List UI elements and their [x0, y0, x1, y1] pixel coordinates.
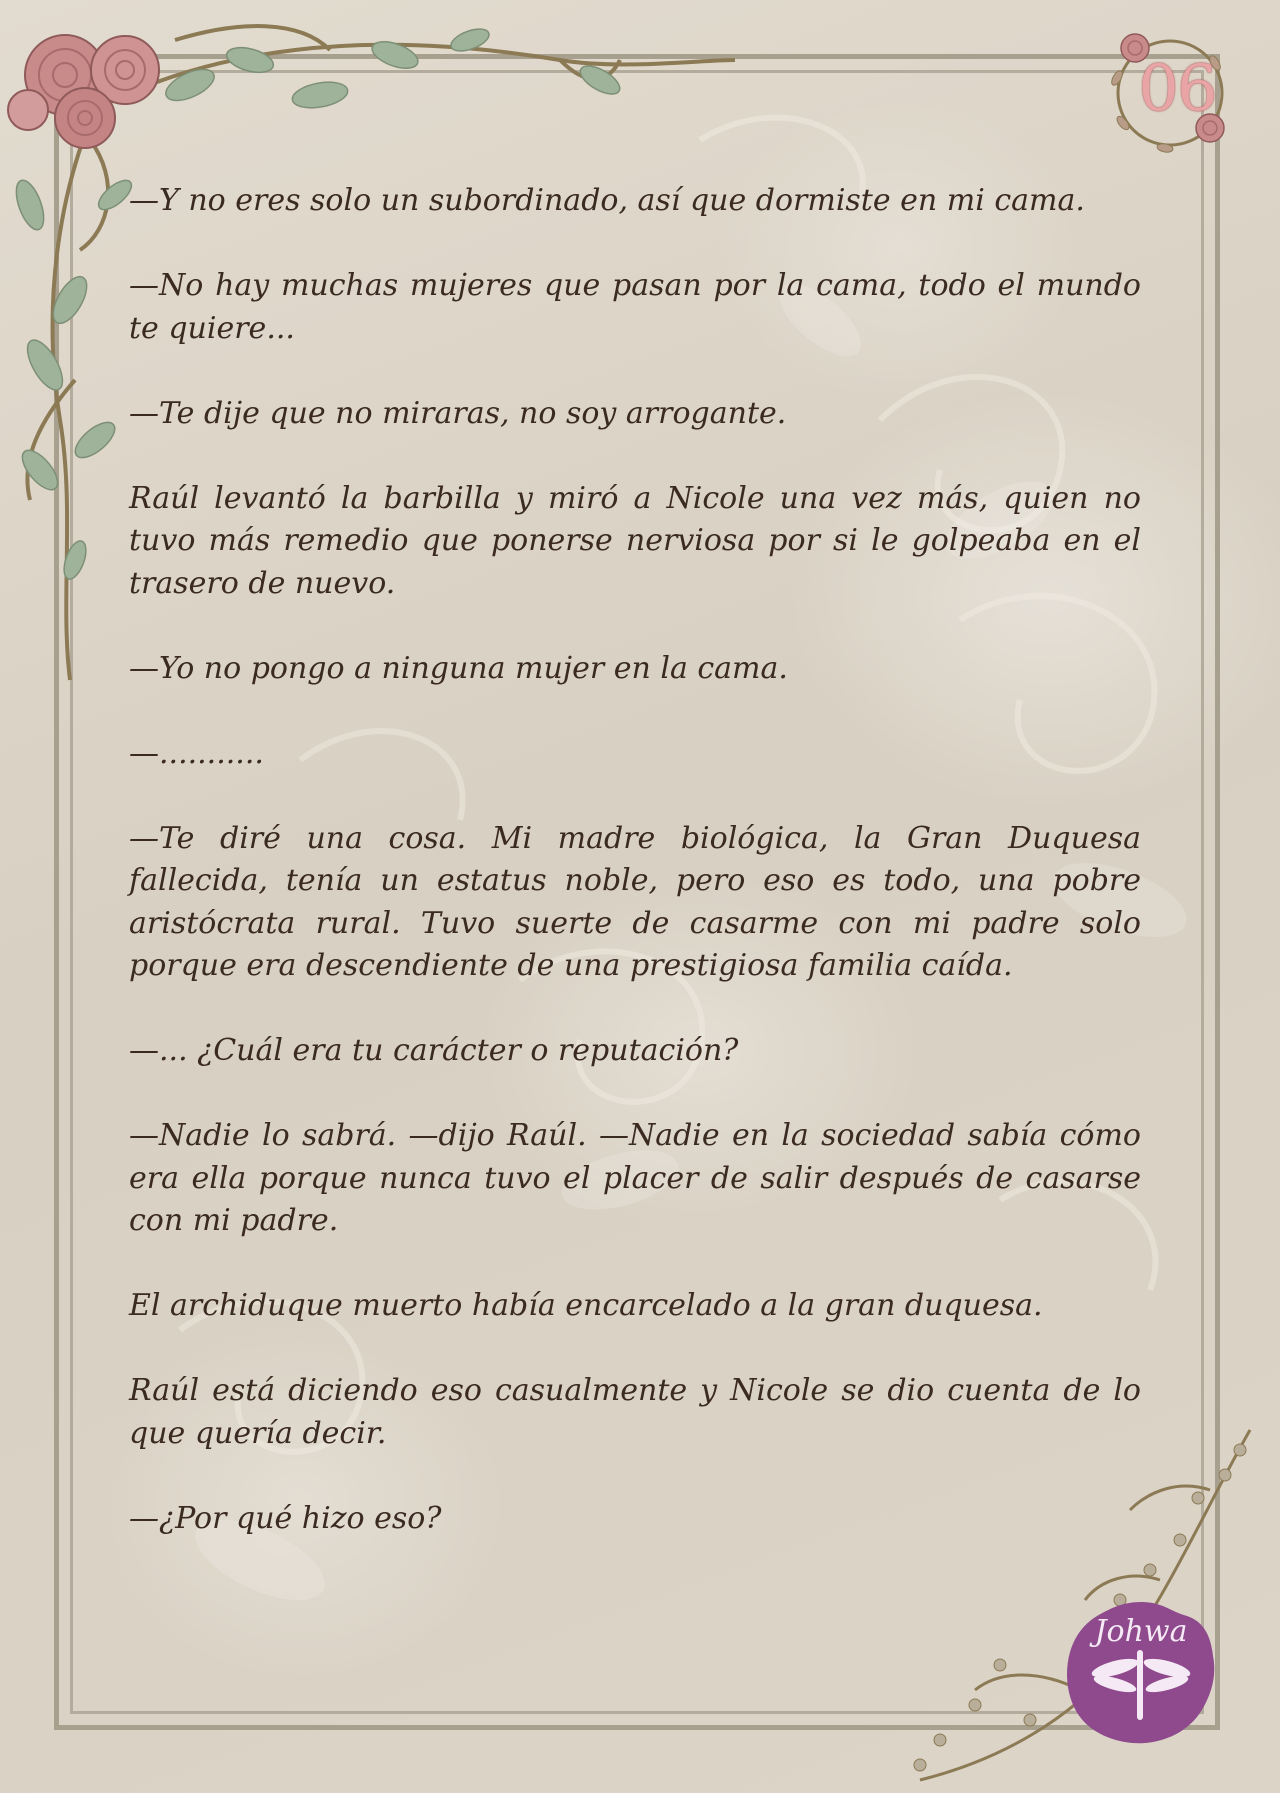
paragraph: —Te diré una cosa. Mi madre biológica, la Gran Duquesa fallecida, tenía un estatus noble, pero eso es todo, una pobre aristócrata rural. Tuvo suerte de casarme con mi padre solo porque era descendiente de una prestigiosa familia caída. [129, 820, 1141, 983]
paragraph: —Te dije que no miraras, no soy arrogante. [129, 395, 787, 431]
paragraph: —... ¿Cuál era tu carácter o reputación? [129, 1033, 739, 1068]
paragraph: —........... [129, 735, 264, 771]
paragraph: —Y no eres solo un subordinado, así que dormiste en mi cama. [129, 183, 1085, 218]
paragraph: Raúl levantó la barbilla y miró a Nicole una vez más, quien no tuvo más remedio que ponerse nerviosa por si le golpeaba en el trasero de nuevo. [129, 480, 1141, 601]
logo-text: Johwa [1094, 1614, 1188, 1649]
paragraph: Raúl está diciendo eso casualmente y Nicole se dio cuenta de lo que quería decir. [129, 1373, 1141, 1451]
document-body [129, 180, 1141, 1583]
paragraph: —Nadie lo sabrá. —dijo Raúl. —Nadie en la sociedad sabía cómo era ella porque nunca tuvo el placer de salir después de casarse con mi padre. [129, 1118, 1141, 1238]
paragraph: El archiduque muerto había encarcelado a la gran duquesa. [129, 1288, 1043, 1323]
paragraph: —Yo no pongo a ninguna mujer en la cama. [129, 650, 788, 686]
paragraph: —¿Por qué hizo eso? [129, 1500, 442, 1536]
paragraph: —No hay muchas mujeres que pasan por la cama, todo el mundo te quiere... [129, 268, 1141, 346]
page-number: 06 [1138, 52, 1216, 126]
